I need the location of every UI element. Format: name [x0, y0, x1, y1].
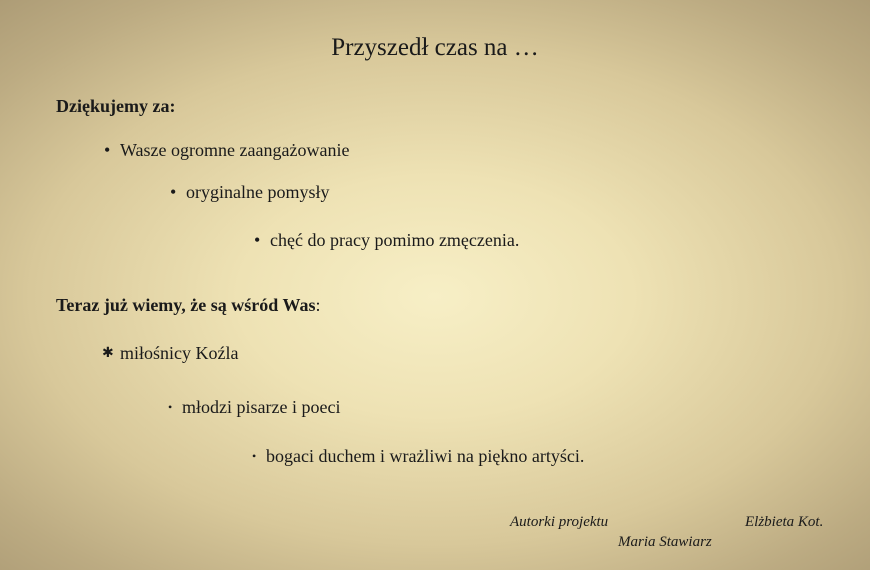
list-item [170, 182, 329, 203]
signature-author-1: Maria Stawiarz [618, 534, 712, 550]
bullet-icon: • [104, 140, 111, 160]
asterisk-bullet-icon: ✱ [102, 346, 114, 361]
list-item [102, 343, 238, 364]
signature-label: Autorki projektu [510, 514, 609, 530]
now-we-know-heading [56, 295, 321, 316]
bullet-icon: • [252, 449, 257, 463]
list-item [252, 446, 584, 467]
signature-author-2: Elżbieta Kot. [745, 514, 824, 530]
list-item [254, 230, 519, 251]
list-item-text: młodzi pisarze i poeci [182, 397, 341, 417]
list-item-text: Wasze ogromne zaangażowanie [120, 140, 350, 160]
list-item-text: bogaci duchem i wrażliwi na piękno artyści. [266, 446, 585, 466]
list-item [168, 397, 340, 418]
list-item-text: chęć do pracy pomimo zmęczenia. [270, 230, 520, 250]
bullet-icon: • [254, 230, 261, 250]
heading-colon: : [315, 295, 321, 315]
bullet-icon: • [168, 400, 173, 414]
heading-text: Teraz już wiemy, że są wśród Was [56, 295, 316, 315]
thanks-heading: Dziękujemy za: [56, 96, 176, 116]
list-item-text: oryginalne pomysły [186, 182, 330, 202]
list-item-text: miłośnicy Koźla [120, 343, 239, 363]
bullet-icon: • [170, 182, 177, 202]
list-item [104, 140, 349, 161]
page-title: Przyszedł czas na … [331, 34, 539, 61]
